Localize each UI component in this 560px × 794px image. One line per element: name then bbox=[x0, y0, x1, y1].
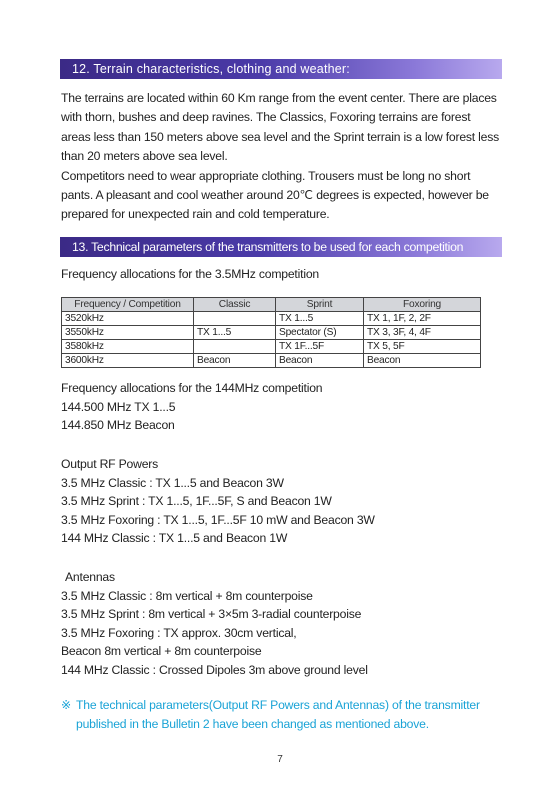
table-cell: TX 1...5 bbox=[194, 326, 276, 340]
freq-144-label: Frequency allocations for the 144MHz competition bbox=[61, 381, 323, 395]
rf-power-line: 3.5 MHz Sprint : TX 1...5, 1F...5F, S and Beacon 1W bbox=[61, 494, 332, 509]
antenna-line: 3.5 MHz Foxoring : TX approx. 30cm vertical, bbox=[61, 625, 297, 640]
table-cell: 3520kHz bbox=[62, 312, 194, 326]
note-line-1 bbox=[61, 696, 501, 715]
freq-144-block bbox=[61, 379, 501, 435]
table-cell: TX 5, 5F bbox=[364, 340, 481, 354]
table-cell: TX 1...5 bbox=[276, 312, 364, 326]
table-cell: 3580kHz bbox=[62, 340, 194, 354]
antennas-title: Antennas bbox=[65, 570, 115, 584]
page-number: 7 bbox=[277, 754, 283, 765]
table-cell: 3550kHz bbox=[62, 326, 194, 340]
antennas-block bbox=[61, 568, 501, 680]
antenna-line: Beacon 8m vertical + 8m counterpoise bbox=[61, 644, 262, 659]
rf-powers-title: Output RF Powers bbox=[61, 457, 159, 471]
col-header-classic: Classic bbox=[194, 298, 276, 312]
freq-144-line: 144.500 MHz TX 1...5 bbox=[61, 399, 176, 414]
freq-144-line: 144.850 MHz Beacon bbox=[61, 418, 175, 433]
antenna-line: 3.5 MHz Classic : 8m vertical + 8m counterpoise bbox=[61, 588, 313, 603]
note-line-2: published in the Bulletin 2 have been changed as mentioned above. bbox=[76, 717, 429, 731]
table-cell: Spectator (S) bbox=[276, 326, 364, 340]
reference-mark-icon: ※ bbox=[61, 698, 72, 712]
section-12-body bbox=[61, 89, 501, 225]
table-row bbox=[62, 340, 481, 354]
col-header-foxoring: Foxoring bbox=[364, 298, 481, 312]
table-cell: Beacon bbox=[364, 354, 481, 368]
antenna-line: 144 MHz Classic : Crossed Dipoles 3m above ground level bbox=[61, 662, 368, 677]
col-header-frequency: Frequency / Competition bbox=[62, 298, 194, 312]
table-cell bbox=[194, 340, 276, 354]
table-row bbox=[62, 312, 481, 326]
freq-35-label: Frequency allocations for the 3.5MHz competition bbox=[61, 267, 319, 281]
rf-power-line: 144 MHz Classic : TX 1...5 and Beacon 1W bbox=[61, 531, 288, 546]
terrain-paragraph: The terrains are located within 60 Km range from the event center. There are places with thorn, bushes and deep ravines. The Classics, Foxoring terrains are forest areas less than 150 meters above sea level and the Sprint terrain is a low forest less than 20 meters above sea level. bbox=[61, 91, 500, 164]
antenna-line: 3.5 MHz Sprint : 8m vertical + 3×5m 3-radial counterpoise bbox=[61, 607, 362, 622]
frequency-table bbox=[61, 297, 481, 368]
change-note bbox=[61, 696, 501, 734]
table-cell: TX 1F...5F bbox=[276, 340, 364, 354]
col-header-sprint: Sprint bbox=[276, 298, 364, 312]
table-cell bbox=[194, 312, 276, 326]
table-cell: TX 3, 3F, 4, 4F bbox=[364, 326, 481, 340]
table-row bbox=[62, 326, 481, 340]
section-12-header: 12. Terrain characteristics, clothing and weather: bbox=[60, 59, 502, 79]
table-cell: 3600kHz bbox=[62, 354, 194, 368]
section-13-header: 13. Technical parameters of the transmitters to be used for each competition bbox=[60, 237, 502, 257]
table-cell: Beacon bbox=[276, 354, 364, 368]
rf-powers-block bbox=[61, 455, 501, 548]
clothing-paragraph: Competitors need to wear appropriate clothing. Trousers must be long no short pants. A pleasant and cool weather around 20℃ degrees is expected, however be prepared for unexpected rain and cold temperature. bbox=[61, 168, 489, 222]
note-text-1: The technical parameters(Output RF Powers and Antennas) of the transmitter bbox=[76, 698, 480, 712]
table-row bbox=[62, 354, 481, 368]
rf-power-line: 3.5 MHz Classic : TX 1...5 and Beacon 3W bbox=[61, 475, 284, 490]
table-cell: Beacon bbox=[194, 354, 276, 368]
rf-power-line: 3.5 MHz Foxoring : TX 1...5, 1F...5F 10 mW and Beacon 3W bbox=[61, 512, 375, 527]
table-header-row bbox=[62, 298, 481, 312]
table-cell: TX 1, 1F, 2, 2F bbox=[364, 312, 481, 326]
